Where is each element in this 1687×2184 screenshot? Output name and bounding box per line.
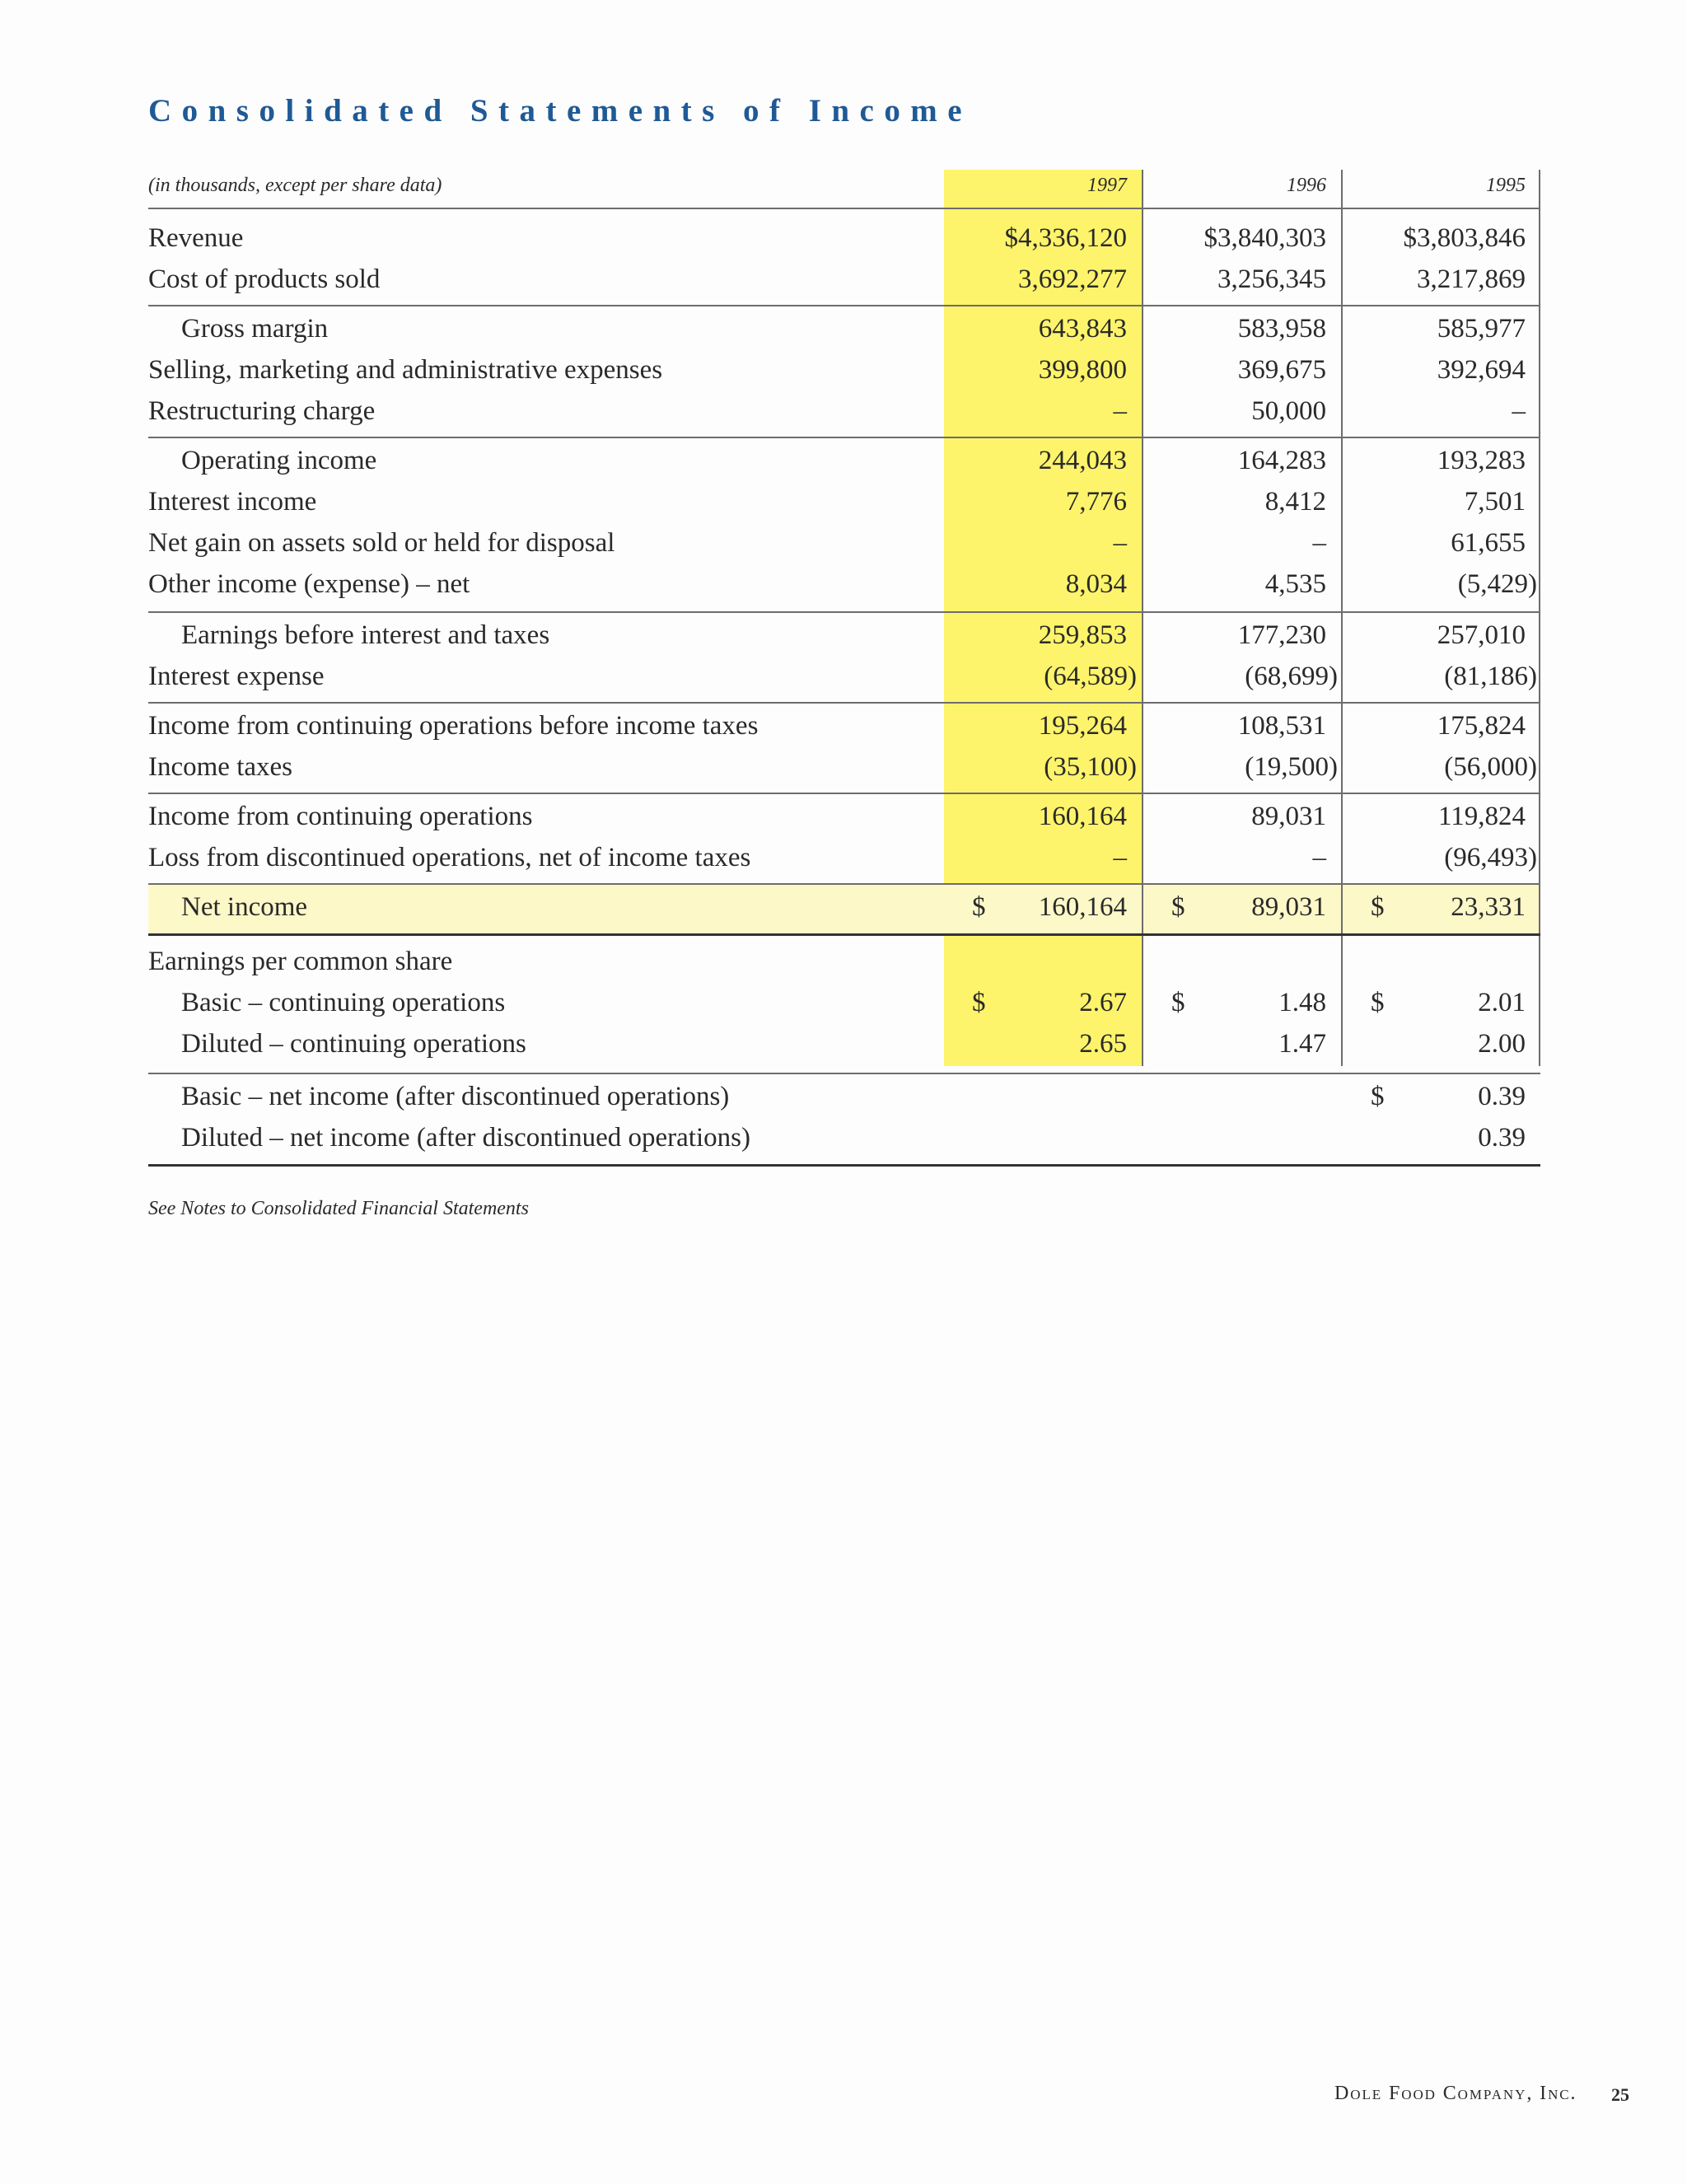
value-1995: 585,977 — [1437, 314, 1526, 344]
row-label: Basic – net income (after discontinued operations) — [181, 1082, 730, 1111]
value-1996: 164,283 — [1237, 446, 1326, 475]
row-label: Selling, marketing and administrative expenses — [148, 355, 663, 385]
table-bottom-rule — [148, 1164, 1540, 1167]
page-number: 25 — [1611, 2084, 1629, 2105]
row-label: Other income (expense) – net — [148, 569, 470, 599]
table-row-diluted-continuing — [148, 1023, 1540, 1064]
value-1997: (35,100) — [1044, 752, 1137, 782]
table-row-eps-header — [148, 941, 1540, 982]
value-1997: 259,853 — [1038, 620, 1127, 650]
value-1995: 119,824 — [1437, 802, 1526, 831]
header-rule — [148, 208, 1540, 209]
row-label: Operating income — [181, 446, 377, 475]
value-1996: – — [1312, 843, 1326, 872]
value-1997: – — [1113, 396, 1127, 426]
value-1997: 3,692,277 — [1018, 264, 1127, 294]
footer-company-name: Dole Food Company, Inc. — [1334, 2083, 1577, 2104]
table-row-income-before-taxes — [148, 705, 1540, 746]
row-label: Earnings before interest and taxes — [181, 620, 550, 650]
value-1997: 643,843 — [1038, 314, 1127, 344]
value-1996: 89,031 — [1251, 802, 1326, 831]
table-row-revenue — [148, 217, 1540, 259]
table-row-basic-net-income — [148, 1076, 1540, 1117]
currency-symbol: $ — [1371, 1082, 1385, 1111]
table-row-basic-continuing — [148, 982, 1540, 1023]
section-rule — [148, 611, 1540, 613]
value-1996: (19,500) — [1245, 752, 1338, 782]
table-row-other-income — [148, 564, 1540, 605]
value-1995: (96,493) — [1444, 843, 1537, 872]
value-1995: (81,186) — [1444, 662, 1537, 691]
units-note: (in thousands, except per share data) — [148, 175, 442, 196]
section-rule — [148, 305, 1540, 306]
table-row-restructuring-charge — [148, 391, 1540, 432]
row-label: Net gain on assets sold or held for disposal — [148, 528, 615, 558]
row-label: Revenue — [148, 223, 244, 253]
value-1995: (5,429) — [1457, 569, 1537, 599]
row-label: Restructuring charge — [148, 396, 376, 426]
value-1995: 23,331 — [1451, 892, 1526, 922]
table-row-gross-margin — [148, 308, 1540, 349]
value-1996: 50,000 — [1251, 396, 1326, 426]
row-label: Interest income — [148, 487, 317, 517]
row-label: Earnings per common share — [148, 947, 453, 976]
value-1995: 2.01 — [1478, 988, 1526, 1017]
value-1996: 3,256,345 — [1217, 264, 1326, 294]
value-1995: 257,010 — [1437, 620, 1526, 650]
row-label: Cost of products sold — [148, 264, 381, 294]
value-1996: 4,535 — [1264, 569, 1326, 599]
table-row-ebit — [148, 615, 1540, 656]
value-1995: 2.00 — [1478, 1029, 1526, 1059]
row-label: Net income — [181, 892, 308, 922]
value-1997: 160,164 — [1038, 892, 1127, 922]
section-rule — [148, 1073, 1540, 1074]
value-1995: 392,694 — [1437, 355, 1526, 385]
value-1997: 399,800 — [1038, 355, 1127, 385]
value-1997: $4,336,120 — [1004, 223, 1127, 253]
value-1997: – — [1113, 528, 1127, 558]
table-row-operating-income — [148, 440, 1540, 481]
row-label: Gross margin — [181, 314, 329, 344]
currency-symbol: $ — [1371, 892, 1385, 922]
table-row-interest-income — [148, 481, 1540, 522]
value-1996: 108,531 — [1237, 711, 1326, 741]
table-row-interest-expense — [148, 656, 1540, 697]
row-label: Income from continuing operations — [148, 802, 533, 831]
row-label: Diluted – continuing operations — [181, 1029, 526, 1059]
value-1996: 1.48 — [1278, 988, 1326, 1017]
currency-symbol: $ — [972, 988, 986, 1017]
section-rule — [148, 437, 1540, 438]
year-header-1995: 1995 — [1486, 175, 1526, 196]
value-1995: $3,803,846 — [1403, 223, 1526, 253]
value-1996: 369,675 — [1237, 355, 1326, 385]
value-1995: (56,000) — [1444, 752, 1537, 782]
value-1997: (64,589) — [1044, 662, 1137, 691]
value-1996: – — [1312, 528, 1326, 558]
row-label: Interest expense — [148, 662, 325, 691]
value-1995: 175,824 — [1437, 711, 1526, 741]
table-row-selling-admin — [148, 349, 1540, 391]
value-1997: 2.67 — [1079, 988, 1127, 1017]
value-1996: 89,031 — [1251, 892, 1326, 922]
value-1995: 7,501 — [1464, 487, 1526, 517]
row-label: Income from continuing operations before income taxes — [148, 711, 759, 741]
value-1996: $3,840,303 — [1203, 223, 1326, 253]
value-1995: 3,217,869 — [1417, 264, 1526, 294]
page-title: Consolidated Statements of Income — [148, 93, 973, 129]
year-header-1997: 1997 — [1087, 175, 1127, 196]
value-1995: 0.39 — [1478, 1082, 1526, 1111]
value-1995: 0.39 — [1478, 1123, 1526, 1153]
section-rule — [148, 883, 1540, 885]
currency-symbol: $ — [972, 892, 986, 922]
value-1997: 7,776 — [1065, 487, 1127, 517]
table-row-loss-discontinued — [148, 837, 1540, 878]
year-header-1996: 1996 — [1287, 175, 1326, 196]
table-row-diluted-net-income — [148, 1117, 1540, 1158]
value-1995: 61,655 — [1451, 528, 1526, 558]
currency-symbol: $ — [1171, 892, 1185, 922]
value-1997: 8,034 — [1065, 569, 1127, 599]
row-label: Income taxes — [148, 752, 293, 782]
value-1996: (68,699) — [1245, 662, 1338, 691]
value-1997: 2.65 — [1079, 1029, 1127, 1059]
value-1996: 583,958 — [1237, 314, 1326, 344]
value-1995: 193,283 — [1437, 446, 1526, 475]
value-1996: 177,230 — [1237, 620, 1326, 650]
section-rule — [148, 702, 1540, 704]
table-row-income-continuing — [148, 796, 1540, 837]
row-label: Loss from discontinued operations, net of income taxes — [148, 843, 751, 872]
footnote: See Notes to Consolidated Financial Statements — [148, 1198, 529, 1219]
row-label: Diluted – net income (after discontinued operations) — [181, 1123, 750, 1153]
value-1997: – — [1113, 843, 1127, 872]
table-row-net-gain-on-assets — [148, 522, 1540, 564]
value-1996: 1.47 — [1278, 1029, 1326, 1059]
table-row-net-income — [148, 886, 1540, 928]
value-1997: 160,164 — [1038, 802, 1127, 831]
currency-symbol: $ — [1371, 988, 1385, 1017]
row-label: Basic – continuing operations — [181, 988, 506, 1017]
table-row-income-taxes — [148, 746, 1540, 788]
currency-symbol: $ — [1171, 988, 1185, 1017]
section-rule — [148, 793, 1540, 794]
value-1995: – — [1512, 396, 1526, 426]
net-income-double-rule — [148, 933, 1540, 936]
value-1997: 195,264 — [1038, 711, 1127, 741]
value-1996: 8,412 — [1264, 487, 1326, 517]
value-1997: 244,043 — [1038, 446, 1127, 475]
table-row-cost-of-products-sold — [148, 259, 1540, 300]
